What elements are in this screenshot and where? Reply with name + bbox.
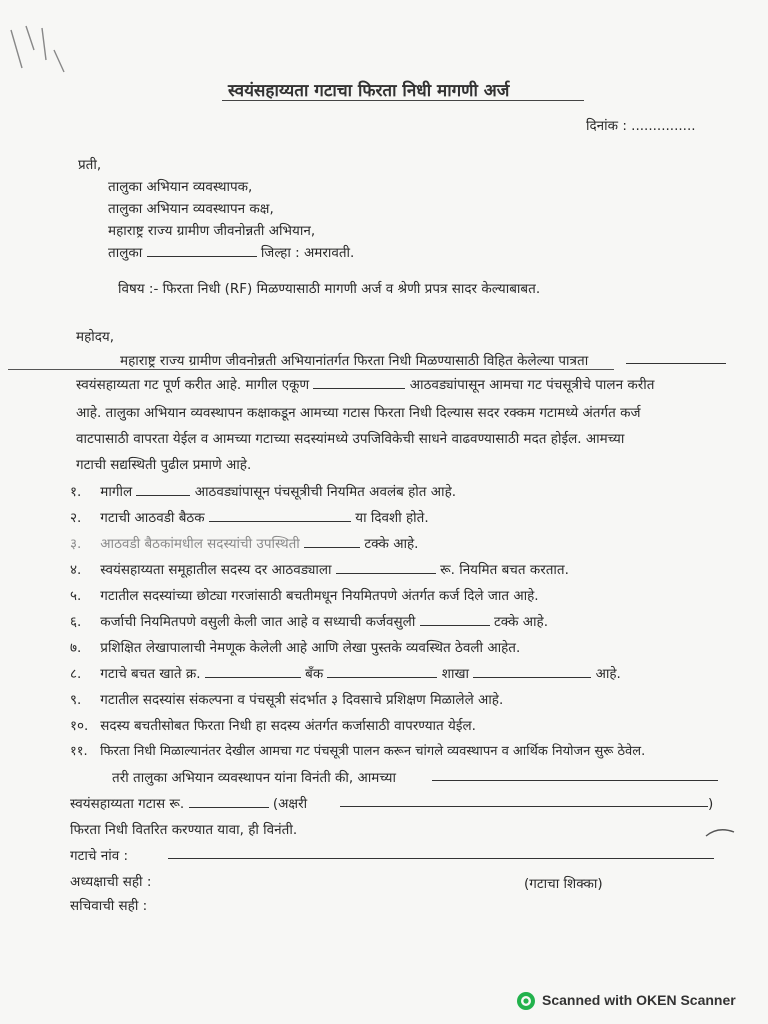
closing-line-2: स्वयंसहाय्यता गटास रू. (अक्षरी [70, 796, 308, 812]
address-line-2: तालुका अभियान व्यवस्थापन कक्ष, [108, 201, 274, 217]
address-taluka-label: तालुका [108, 245, 143, 261]
page-title: स्वयंसहाय्यता गटाचा फिरता निधी मागणी अर्ज [228, 81, 510, 101]
list-item: ३. आठवडी बैठकांमधील सदस्यांची उपस्थिती टक्के आहे. [70, 536, 419, 552]
address-district: जिल्हा : अमरावती. [260, 245, 355, 261]
blank-field [136, 483, 190, 496]
list-item: ६. कर्जाची नियमितपणे वसुली केली जात आहे व सध्याची कर्जवसुली टक्के आहे. [70, 614, 549, 630]
weeks-blank [313, 376, 405, 389]
body-line-3: आहे. तालुका अभियान व्यवस्थापन कक्षाकडून आमच्या गटास फिरता निधी दिल्यास सदर रक्कम गटामध्ये अंतर्गत कर्ज [76, 405, 641, 421]
blank-field [304, 535, 360, 548]
list-item: ५. गटातील सदस्यांच्या छोट्या गरजांसाठी बचतीमधून नियमितपणे अंतर्गत कर्ज दिले जात आहे. [70, 588, 539, 604]
scanner-watermark: Scanned with OKEN Scanner [542, 992, 736, 1008]
group-seal-label: (गटाचा शिक्का) [524, 876, 603, 892]
title-underline [222, 100, 584, 101]
subject-line: विषय :- फिरता निधी (RF) मिळण्यासाठी मागणी अर्ज व श्रेणी प्रपत्र सादर केल्याबाबत. [118, 281, 541, 297]
secretary-sign-label: सचिवाची सही : [70, 898, 148, 914]
strike-line [8, 369, 614, 370]
address-line-1: तालुका अभियान व्यवस्थापक, [108, 179, 253, 195]
list-item: ७. प्रशिक्षित लेखापालाची नेमणूक केलेली आहे आणि लेखा पुस्तके व्यवस्थित ठेवली आहेत. [70, 640, 521, 656]
list-item: १०. सदस्य बचतीसोबत फिरता निधी हा सदस्य अंतर्गत कर्जासाठी वापरण्यात येईल. [70, 718, 476, 734]
amount-words-blank [340, 806, 708, 807]
taluka-blank [147, 244, 257, 257]
list-item: १. मागील आठवड्यांपासून पंचसूत्रीची नियमित अवलंब होत आहे. [70, 484, 457, 500]
branch-blank [473, 665, 591, 678]
president-sign-label: अध्यक्षाची सही : [70, 874, 152, 890]
account-blank [205, 665, 301, 678]
group-name-label: गटाचे नांव : [70, 848, 129, 864]
body-line-2 [76, 376, 654, 394]
closing-line-1: तरी तालुका अभियान व्यवस्थापन यांना विनंती की, आमच्या [112, 770, 396, 786]
list-item: २. गटाची आठवडी बैठक या दिवशी होते. [70, 510, 429, 526]
bank-blank [327, 665, 437, 678]
address-line-3: महाराष्ट्र राज्य ग्रामीण जीवनोन्नती अभियान, [108, 223, 316, 239]
address-line-4 [108, 244, 354, 262]
list-item: ८. गटाचे बचत खाते क्र. बँक शाखा आहे. [70, 666, 621, 682]
list-item: ११. फिरता निधी मिळाल्यानंतर देखील आमचा गट पंचसूत्री पालन करून चांगले व्यवस्थापन व आर्थिक नियोजन सुरू ठेवेल. [70, 744, 646, 759]
body-line-4: वाटपासाठी वापरता येईल व आमच्या गटाच्या सदस्यांमध्ये उपजिविकेची साधने वाढवण्यासाठी मदत होईल. आमच्या [76, 431, 625, 447]
blank-field [209, 509, 351, 522]
date-label: दिनांक : ............... [586, 118, 696, 134]
body-text-1: महाराष्ट्र राज्य ग्रामीण जीवनोन्नती अभियानांतर्गत फिरता निधी मिळण्यासाठी विहित केलेल्या पात्रता [120, 353, 589, 369]
body-text-2a: स्वयंसहाय्यता गट पूर्ण करीत आहे. मागील एकूण [76, 377, 310, 393]
blank-field [420, 613, 490, 626]
body-line-1 [120, 352, 588, 370]
pen-mark-icon [6, 20, 76, 80]
closing-paren: ) [708, 796, 714, 812]
list-item: ४. स्वयंसहाय्यता समूहातील सदस्य दर आठवड्याला रू. नियमित बचत करतात. [70, 562, 569, 578]
group-name-line [168, 858, 714, 859]
body-line-5: गटाची सद्यस्थिती पुढील प्रमाणे आहे. [76, 457, 252, 473]
body-text-2b: आठवड्यांपासून आमचा गट पंचसूत्रीचे पालन करीत [409, 377, 655, 393]
salutation: महोदय, [76, 329, 115, 345]
address-prati: प्रती, [78, 157, 102, 173]
group-name-blank [432, 780, 718, 781]
amount-blank [189, 795, 269, 808]
oken-scanner-logo-icon [516, 991, 536, 1011]
closing-line-3: फिरता निधी वितरित करण्यात यावा, ही विनंती. [70, 822, 298, 838]
list-item: ९. गटातील सदस्यांस संकल्पना व पंचसूत्री संदर्भात ३ दिवसाचे प्रशिक्षण मिळालेले आहे. [70, 692, 504, 708]
eligibility-blank [626, 363, 726, 364]
blank-field [336, 561, 436, 574]
pen-mark-icon [704, 826, 738, 840]
